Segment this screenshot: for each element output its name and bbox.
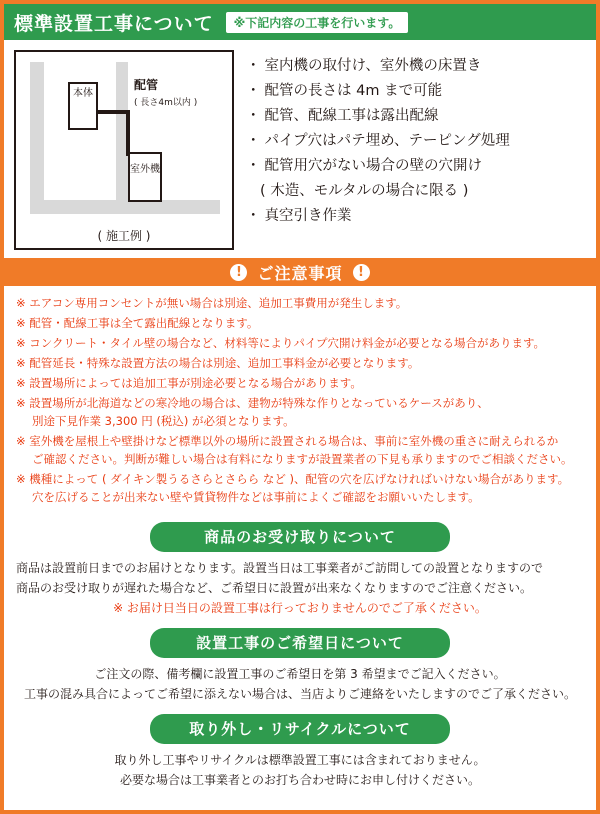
list-item-label: 配管、配線工事は露出配線 [264,108,439,124]
floor [30,200,220,214]
caution-text-cont: 別途下見作業 3,300 円 (税込) が必須となります。 [32,414,295,428]
caution-item [16,374,584,392]
diagram-caption: ( 施工例 ) [97,229,151,243]
caution-text-cont: ご確認ください。判断が難しい場合は有料になりますが設置業者の下見も承りますのでご相談ください。 [32,452,573,466]
caution-text: ※ 配管・配線工事は全て露出配線となります。 [16,316,259,330]
section-title-recycle: 取り外し・リサイクルについて [150,714,450,744]
list-item-sub [246,179,588,204]
caution-item [16,432,584,468]
section-line: 必要な場合は工事業者とのお打ち合わせ時にお申し付けください。 [119,773,480,787]
list-item-label: 配管の長さは 4m まで可能 [264,83,443,99]
caution-text: ※ 配管延長・特殊な設置方法の場合は別途、追加工事料金が必要となります。 [16,356,420,370]
bullet-dot-icon: ・ [246,133,261,149]
section-body-recycle [4,750,596,790]
caution-text: ※ 設置場所が北海道などの寒冷地の場合は、建物が特殊な作りとなっているケースがあり、 [16,396,489,410]
caution-text: ※ コンクリート・タイル壁の場合など、材料等によりパイプ穴開け料金が必要となる場合があります。 [16,336,546,350]
caution-item [16,470,584,506]
caution-list [4,286,596,512]
caution-text-cont: 穴を広げることが出来ない壁や賃貸物件などは事前によくご確認をお願いいたします。 [32,490,480,504]
list-item-label: ( 木造、モルタルの場合に限る ) [260,183,469,199]
section-title-delivery: 商品のお受け取りについて [150,522,450,552]
bullet-dot-icon: ・ [246,108,261,124]
section-body-delivery [4,558,596,618]
list-item-label: 配管用穴がない場合の壁の穴開け [264,158,482,174]
list-item-label: 真空引き作業 [264,208,352,224]
exclamation-icon: ! [230,264,247,281]
exclamation-icon: ! [353,264,370,281]
caution-item [16,294,584,312]
section-line: ご注文の際、備考欄に設置工事のご希望日を第 3 希望までご記入ください。 [94,667,506,681]
overview-section [4,40,596,256]
caution-item [16,354,584,372]
list-item [246,204,588,229]
list-item-label: 室内機の取付け、室外機の床置き [264,58,482,74]
installation-diagram [14,50,234,250]
caution-text: ※ 室外機を屋根上や壁掛けなど標準以外の場所に設置される場合は、事前に室外機の重さに耐えられるか [16,434,559,448]
caution-text: ※ エアコン専用コンセントが無い場合は別途、追加工事費用が発生します。 [16,296,408,310]
section-line: 商品は設置前日までのお届けとなります。設置当日は工事業者がご訪問しての設置となりますので [16,561,544,575]
section-line: 商品のお受け取りが遅れた場合など、ご希望日に設置が出来なくなりますのでご注意ください。 [16,581,533,595]
page-header [4,4,596,40]
pipe-vertical [126,110,130,156]
page-title: 標準設置工事について [14,12,214,35]
bullet-dot-icon: ・ [246,158,261,174]
list-item [246,129,588,154]
outdoor-unit-label: 室外機 [128,152,162,202]
bullet-dot-icon: ・ [246,208,261,224]
caution-item [16,394,584,430]
caution-banner-title: ご注意事項 [257,263,343,283]
pipe-callout-sub: ( 長さ4m以内 ) [134,98,198,108]
list-item [246,54,588,79]
section-title-schedule: 設置工事のご希望日について [150,628,450,658]
list-item [246,79,588,104]
header-note: ※下記内容の工事を行います。 [226,12,409,33]
pipe-callout-title: 配管 [134,78,159,92]
bullet-dot-icon: ・ [246,58,261,74]
caution-banner [4,258,596,286]
scope-bullet-list [234,50,588,250]
list-item-label: パイプ穴はパテ埋め、テーピング処理 [264,133,510,149]
indoor-unit-label: 本体 [68,82,98,130]
caution-text: ※ 機種によって ( ダイキン製うるさらとさらら など )、配管の穴を広げなければいけない場合があります。 [16,472,570,486]
caution-text: ※ 設置場所によっては追加工事が別途必要となる場合があります。 [16,376,362,390]
caution-item [16,334,584,352]
section-line: 取り外し工事やリサイクルは標準設置工事には含まれておりません。 [114,753,486,767]
list-item [246,154,588,179]
bullet-dot-icon: ・ [246,83,261,99]
wall-vertical [30,62,44,212]
list-item [246,104,588,129]
caution-item [16,314,584,332]
section-body-schedule [4,664,596,704]
pipe-callout [134,76,197,108]
section-line: 工事の混み具合によってご希望に添えない場合は、当店よりご連絡をいたしますのでご了承ください。 [23,687,576,701]
section-line-highlight: ※ お届け日当日の設置工事は行っておりませんのでご了承ください。 [113,601,487,615]
